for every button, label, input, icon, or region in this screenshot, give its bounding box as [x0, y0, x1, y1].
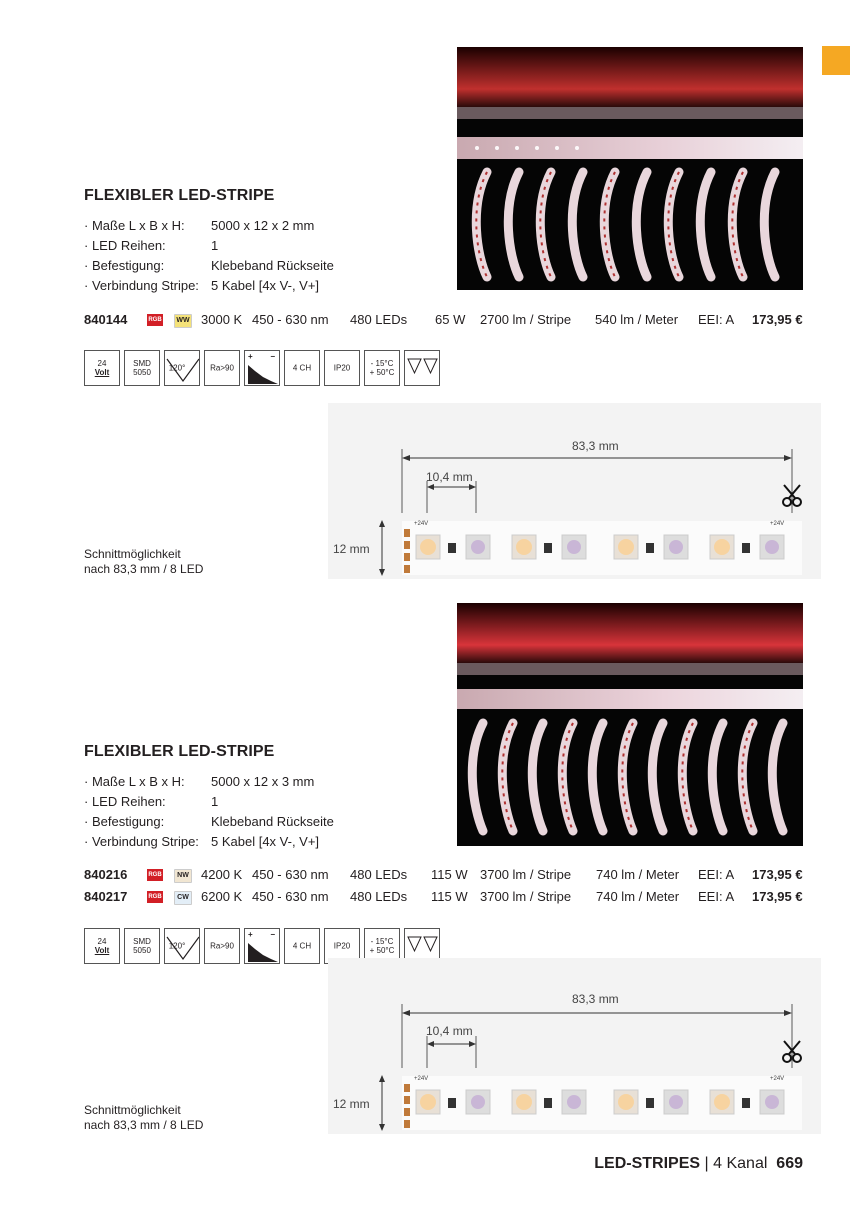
rgb-badge: RGB	[147, 869, 163, 881]
voltage-label: +24V	[770, 521, 785, 527]
color-temperature: 3000 K	[201, 312, 243, 327]
dimmable-icon: + −	[244, 350, 280, 386]
wavelength: 450 - 630 nm	[252, 867, 329, 882]
voltage-label: +24V	[770, 1076, 785, 1082]
article-number: 840217	[84, 889, 128, 904]
temperature-range-icon: - 15°C + 50°C	[364, 350, 400, 386]
ip-rating-icon: IP20	[324, 928, 360, 964]
power: 115 W	[431, 867, 468, 882]
temperature-range-icon: - 15°C + 50°C	[364, 928, 400, 964]
page-number: 669	[776, 1155, 803, 1172]
dimmable-icon: + −	[244, 928, 280, 964]
led-count: 480 LEDs	[350, 867, 408, 882]
energy-class: EEI: A	[698, 867, 735, 882]
channels-icon: 4 CH	[284, 928, 320, 964]
spec-list	[84, 216, 334, 296]
spec-row: · Verbindung Stripe: 5 Kabel [4x V-, V+]	[84, 278, 320, 293]
cri-icon: Ra>90	[204, 928, 240, 964]
color-temp-badge: WW	[174, 314, 192, 328]
product-row	[84, 312, 804, 330]
color-temperature: 6200 K	[201, 889, 243, 904]
spec-row: · LED Reihen: 1	[84, 794, 219, 809]
article-number: 840144	[84, 312, 128, 327]
product-row	[84, 889, 804, 907]
spec-row: · LED Reihen: 1	[84, 238, 219, 253]
voltage-24v-icon: 24 Volt	[84, 350, 120, 386]
product-photo-2	[457, 603, 803, 846]
total-length-label: 83,3 mm	[572, 439, 619, 453]
spec-row: · Maße L x B x H: 5000 x 12 x 3 mm	[84, 774, 315, 789]
product-title: FLEXIBLER LED-STRIPE	[84, 187, 275, 204]
price: 173,95 €	[752, 312, 803, 327]
channels-icon: 4 CH	[284, 350, 320, 386]
flux-stripe: 3700 lm / Stripe	[480, 867, 572, 882]
width-label: 12 mm	[333, 1097, 370, 1111]
voltage-24v-icon: 24 Volt	[84, 928, 120, 964]
color-temp-badge: CW	[174, 891, 192, 905]
beam-angle-icon: 120°	[164, 928, 200, 964]
price: 173,95 €	[752, 889, 803, 904]
voltage-label: +24V	[414, 1076, 429, 1082]
width-label: 12 mm	[333, 542, 370, 556]
dimension-diagram	[328, 403, 821, 579]
energy-class: EEI: A	[698, 312, 735, 327]
page-footer	[594, 1155, 803, 1173]
wavelength: 450 - 630 nm	[252, 889, 329, 904]
product-title: FLEXIBLER LED-STRIPE	[84, 743, 275, 760]
flux-stripe: 3700 lm / Stripe	[480, 889, 572, 904]
footer-separator: |	[704, 1155, 709, 1172]
flux-meter: 740 lm / Meter	[596, 889, 680, 904]
led-count: 480 LEDs	[350, 312, 408, 327]
led-count: 480 LEDs	[350, 889, 408, 904]
rgb-badge: RGB	[147, 314, 163, 326]
power: 115 W	[431, 889, 468, 904]
color-temp-badge: NW	[174, 869, 192, 883]
spec-list	[84, 772, 334, 852]
segment-length-label: 10,4 mm	[426, 470, 473, 484]
feature-icons	[84, 350, 440, 386]
cut-note: Schnittmöglichkeit nach 83,3 mm / 8 LED	[84, 1103, 204, 1132]
ip-rating-icon: IP20	[324, 350, 360, 386]
mounting-symbol-icon	[404, 350, 440, 386]
price: 173,95 €	[752, 867, 803, 882]
wavelength: 450 - 630 nm	[252, 312, 329, 327]
smd-5050-icon: SMD 5050	[124, 350, 160, 386]
spec-row: · Befestigung: Klebeband Rückseite	[84, 258, 334, 273]
cri-icon: Ra>90	[204, 350, 240, 386]
product-row	[84, 867, 804, 885]
voltage-label: +24V	[414, 521, 429, 527]
footer-subsection: 4 Kanal	[713, 1155, 768, 1172]
color-temperature: 4200 K	[201, 867, 243, 882]
article-number: 840216	[84, 867, 128, 882]
total-length-label: 83,3 mm	[572, 992, 619, 1006]
flux-meter: 540 lm / Meter	[595, 312, 679, 327]
spec-row: · Maße L x B x H: 5000 x 12 x 2 mm	[84, 218, 315, 233]
cut-note: Schnittmöglichkeit nach 83,3 mm / 8 LED	[84, 547, 204, 576]
smd-5050-icon: SMD 5050	[124, 928, 160, 964]
spec-row: · Befestigung: Klebeband Rückseite	[84, 814, 334, 829]
rgb-badge: RGB	[147, 891, 163, 903]
footer-section: LED-STRIPES	[594, 1155, 701, 1172]
power: 65 W	[435, 312, 466, 327]
beam-angle-icon: 120°	[164, 350, 200, 386]
product-photo-1	[457, 47, 803, 290]
section-tab	[822, 46, 850, 75]
flux-meter: 740 lm / Meter	[596, 867, 680, 882]
segment-length-label: 10,4 mm	[426, 1024, 473, 1038]
spec-row: · Verbindung Stripe: 5 Kabel [4x V-, V+]	[84, 834, 320, 849]
energy-class: EEI: A	[698, 889, 735, 904]
dimension-diagram	[328, 958, 821, 1134]
flux-stripe: 2700 lm / Stripe	[480, 312, 572, 327]
